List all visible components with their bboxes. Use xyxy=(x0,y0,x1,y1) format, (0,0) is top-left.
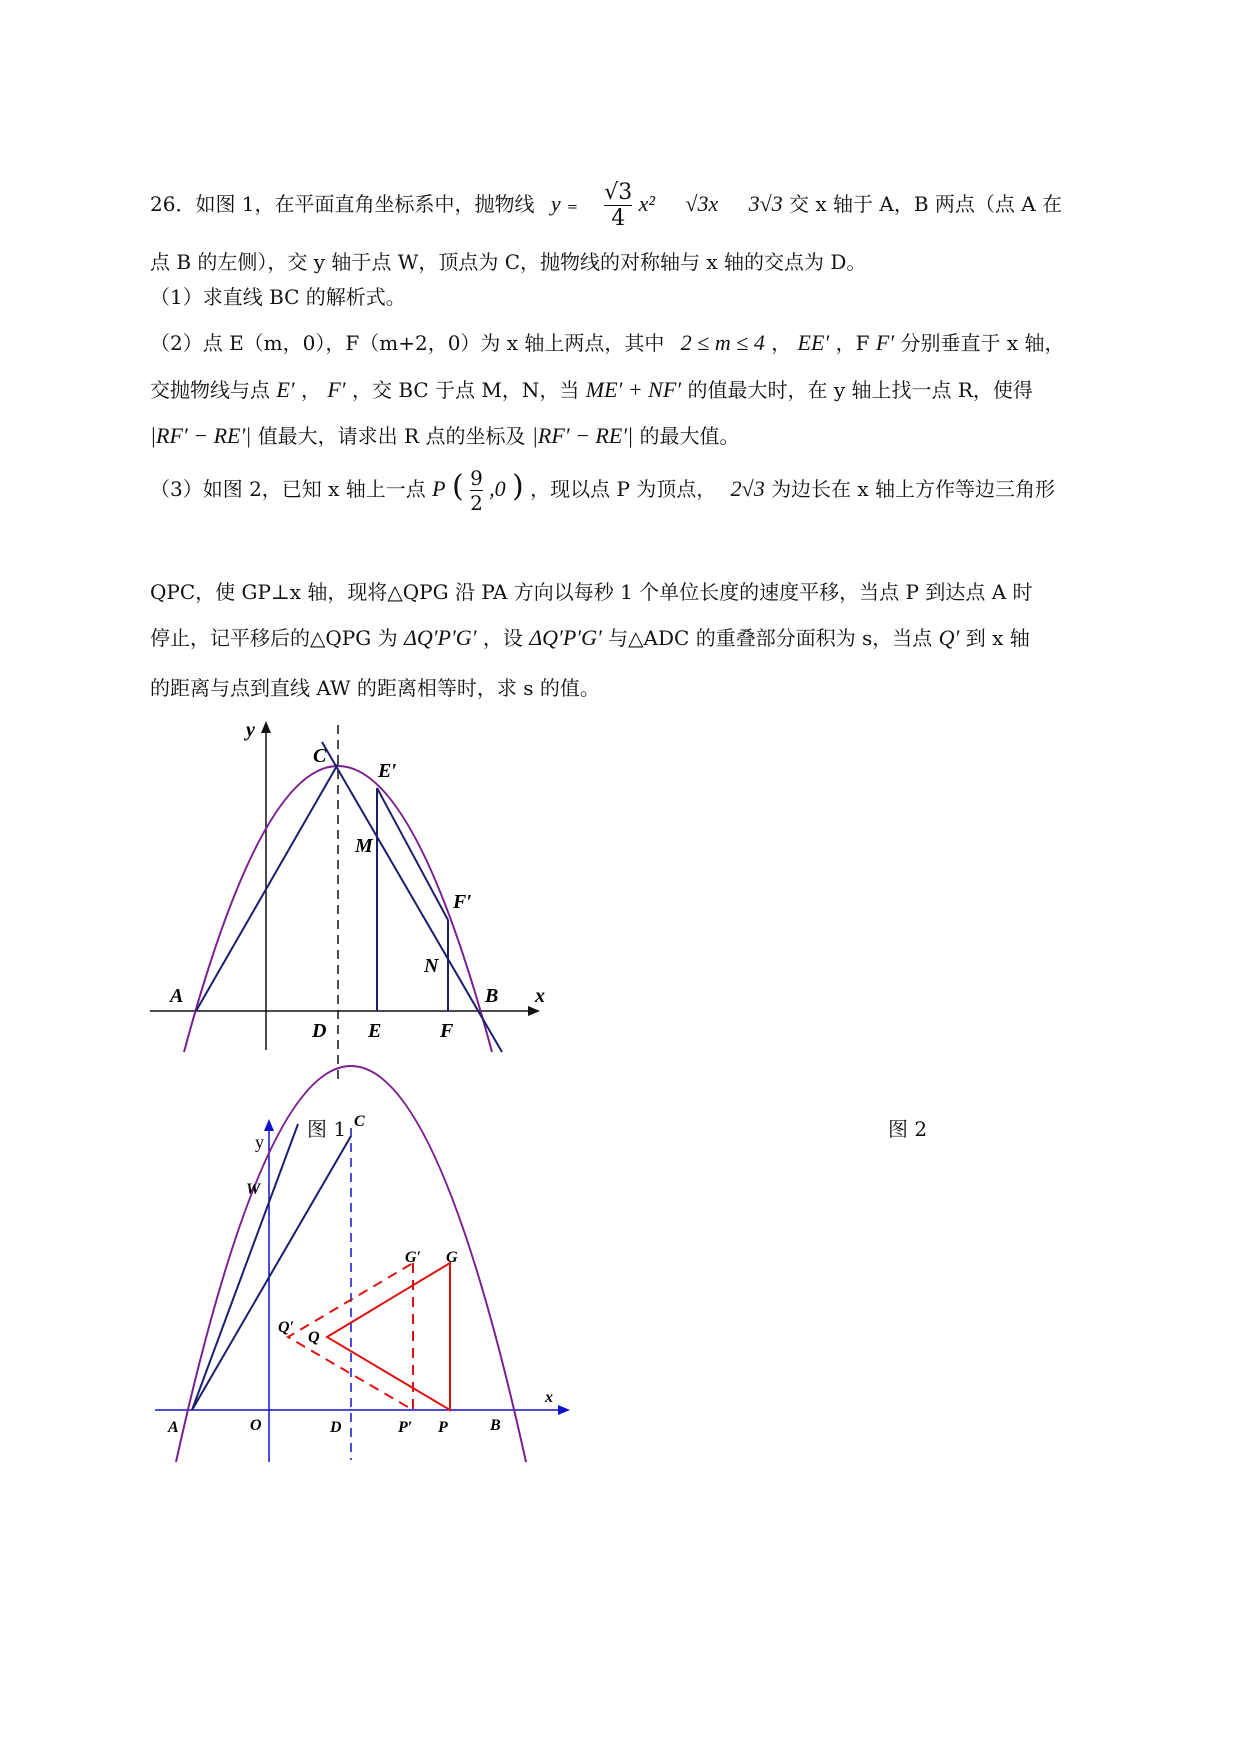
text: ， xyxy=(771,331,792,355)
paren-open: ( xyxy=(451,469,464,504)
label-b: B xyxy=(485,985,499,1007)
label-p-2: P xyxy=(438,1419,448,1436)
label-p-prime-2: P′ xyxy=(398,1419,413,1436)
label-e-prime: E′ xyxy=(378,760,397,782)
expr-abs-1: |RF′ − RE′| xyxy=(150,423,252,448)
label-d-2: D xyxy=(330,1419,342,1436)
line-aw-2 xyxy=(192,1124,298,1410)
problem-line-8: QPC，使 GP⊥x 轴，现将△QPG 沿 PA 方向以每秒 1 个单位长度的速度平移，当点 P 到达点 A 时 xyxy=(150,580,1033,604)
point-p: P xyxy=(432,476,446,501)
seg-ff: F′ xyxy=(875,330,895,355)
point-f: F′ xyxy=(327,377,346,402)
figure-1-graphics xyxy=(150,719,545,1085)
paren-close: ) xyxy=(512,469,524,504)
line-ac xyxy=(196,764,338,1011)
x-axis-2-arrow xyxy=(558,1405,570,1415)
label-o-2: O xyxy=(250,1417,262,1434)
side-length: 2√3 xyxy=(730,476,765,501)
triangle-qpg xyxy=(327,1263,450,1410)
expr-abs-2: |RF′ − RE′| xyxy=(531,423,634,448)
label-x: x xyxy=(535,985,545,1007)
text: 交抛物线与点 xyxy=(150,378,270,402)
y-axis-arrow xyxy=(261,721,271,733)
text: （3）如图 2，已知 x 轴上一点 xyxy=(150,477,426,501)
text: 值最大，请求出 R 点的坐标及 xyxy=(257,424,526,448)
x-axis-arrow xyxy=(528,1006,540,1016)
text: ，现以点 P 为顶点， xyxy=(530,477,717,501)
text: ，交 BC 于点 M，N，当 xyxy=(351,378,580,402)
label-y: y xyxy=(246,719,255,741)
label-b-2: B xyxy=(490,1417,501,1434)
label-a-2: A xyxy=(168,1419,179,1436)
text: 为边长在 x 轴上方作等边三角形 xyxy=(771,477,1056,501)
eq-sign: = xyxy=(567,200,578,215)
label-f-prime: F′ xyxy=(453,891,472,913)
point-e: E′ xyxy=(276,377,295,402)
label-q-prime-2: Q′ xyxy=(278,1319,295,1336)
y-axis-2-arrow xyxy=(264,1119,274,1131)
triangle-label-2: ΔQ′P′G′ xyxy=(529,625,602,650)
term-3: 3√3 xyxy=(748,191,783,216)
frac-den: 2 xyxy=(470,491,483,515)
text: 交 x 轴于 A，B 两点（点 A 在 xyxy=(789,192,1063,216)
label-f: F xyxy=(440,1020,454,1042)
frac-num: √3 xyxy=(604,180,633,205)
term-x2: x² xyxy=(638,191,656,216)
label-q-2: Q xyxy=(308,1329,320,1346)
var-y: y xyxy=(550,191,561,216)
line-ac-2 xyxy=(192,1136,351,1410)
seg-ee: EE′ xyxy=(797,330,830,355)
label-c-2: C xyxy=(354,1113,365,1130)
text: 与△ADC 的重叠部分面积为 s，当点 xyxy=(608,626,933,650)
text: 停止，记平移后的△QPG 为 xyxy=(150,626,398,650)
triangle-label-1: ΔQ′P′G′ xyxy=(403,625,477,650)
problem-line-10: 的距离与点到直线 AW 的距离相等时，求 s 的值。 xyxy=(150,676,600,700)
text: 26．如图 1，在平面直角坐标系中，抛物线 xyxy=(150,192,535,216)
text: ， xyxy=(300,378,321,402)
coord-zero: ,0 xyxy=(489,476,506,501)
problem-line-3: （1）求直线 BC 的解析式。 xyxy=(150,285,406,309)
label-g-2: G xyxy=(446,1249,458,1266)
line-cb xyxy=(322,742,502,1052)
label-w-2: W xyxy=(246,1181,261,1198)
label-m: M xyxy=(355,835,373,857)
label-y-2: y xyxy=(255,1132,264,1152)
label-n: N xyxy=(424,955,439,977)
term-2: √3x xyxy=(685,191,719,216)
figure-2-caption: 图 2 xyxy=(888,1117,928,1141)
text: ，设 xyxy=(482,626,523,650)
text: 分别垂直于 x 轴， xyxy=(900,331,1065,355)
inequality: 2 ≤ m ≤ 4 xyxy=(680,330,765,355)
problem-line-2: 点 B 的左侧），交 y 轴于点 W，顶点为 C，抛物线的对称轴与 x 轴的交点为 D。 xyxy=(150,250,867,274)
label-d: D xyxy=(312,1020,327,1042)
point-q-prime: Q′ xyxy=(938,625,960,650)
text: ，F xyxy=(835,331,870,355)
expr-sum: ME′ + NF′ xyxy=(585,377,682,402)
label-e: E xyxy=(368,1020,382,1042)
text: （2）点 E（m，0），F（m+2，0）为 x 轴上两点，其中 xyxy=(150,331,665,355)
frac-num: 9 xyxy=(470,466,483,490)
text: 的最大值。 xyxy=(639,424,740,448)
frac-den: 4 xyxy=(611,206,626,231)
text: 到 x 轴 xyxy=(965,626,1030,650)
figure-1-caption: 图 1 xyxy=(307,1117,347,1141)
figure-2-graphics xyxy=(155,1066,570,1462)
label-g-prime-2: G′ xyxy=(405,1249,422,1266)
label-x-2: x xyxy=(545,1389,553,1406)
label-a: A xyxy=(170,985,184,1007)
text: 的值最大时，在 y 轴上找一点 R，使得 xyxy=(687,378,1033,402)
label-c: C xyxy=(313,745,327,767)
